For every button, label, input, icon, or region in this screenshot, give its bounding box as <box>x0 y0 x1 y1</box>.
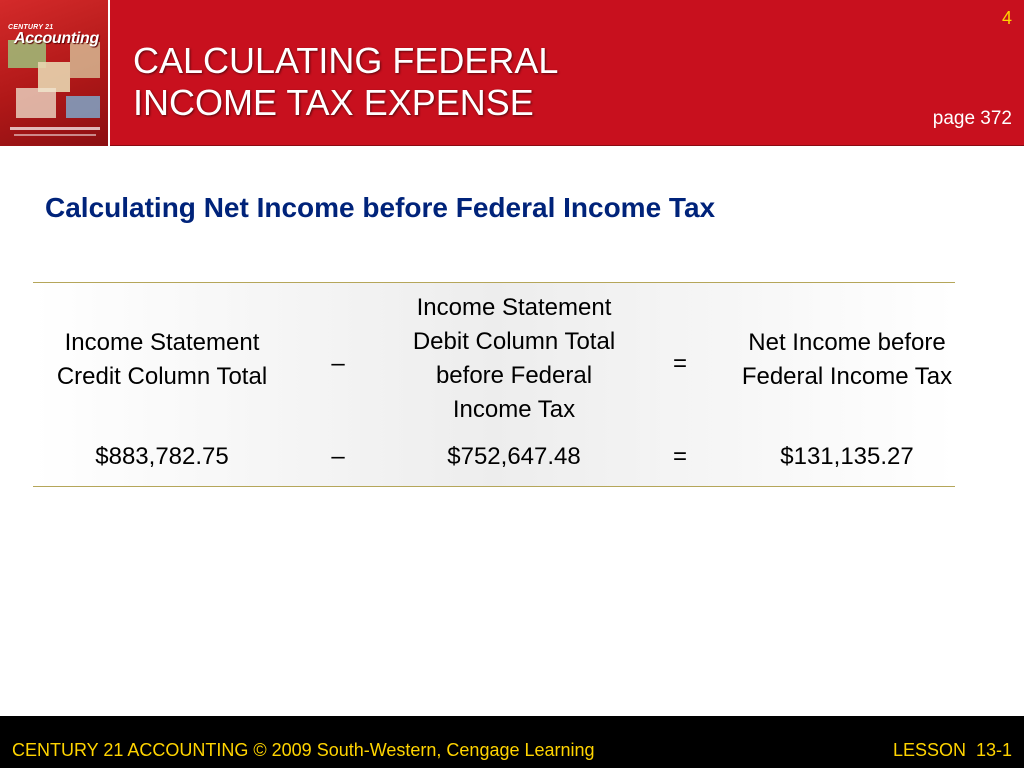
value-net-income: $131,135.27 <box>780 443 914 470</box>
value-debit-column-total: $752,647.48 <box>447 443 581 470</box>
value-credit-column-total: $883,782.75 <box>95 443 229 470</box>
header-equals-sign: = <box>672 350 687 377</box>
footer-lesson-number: LESSON 13-1 <box>892 740 1012 760</box>
header-minus-sign: – <box>331 350 345 377</box>
header-net-income: Net Income before Federal Income Tax <box>741 329 953 390</box>
value-equals-sign: = <box>672 443 687 470</box>
slide-title <box>133 40 733 124</box>
calculation-table <box>33 282 955 487</box>
slide-title-line-1: CALCULATING FEDERAL <box>133 40 559 81</box>
section-subheading: Calculating Net Income before Federal Income Tax <box>45 192 716 223</box>
slide-number: 4 <box>1001 8 1012 28</box>
slide-header <box>0 0 1024 146</box>
slide-footer <box>0 716 1024 768</box>
slide-title-line-2: INCOME TAX EXPENSE <box>133 82 534 123</box>
value-minus-sign: – <box>331 443 345 470</box>
header-credit-column-total: Income Statement Credit Column Total <box>56 329 268 390</box>
page-reference: page 372 <box>932 108 1012 129</box>
logo-brand-big: Accounting <box>14 30 99 47</box>
logo-brand-small: CENTURY 21 <box>8 24 54 31</box>
textbook-logo <box>0 0 110 146</box>
footer-copyright: CENTURY 21 ACCOUNTING © 2009 South-Western, Cengage Learning <box>12 740 595 760</box>
header-debit-column-total: Income Statement Debit Column Total before Federal Income Tax <box>412 294 616 423</box>
